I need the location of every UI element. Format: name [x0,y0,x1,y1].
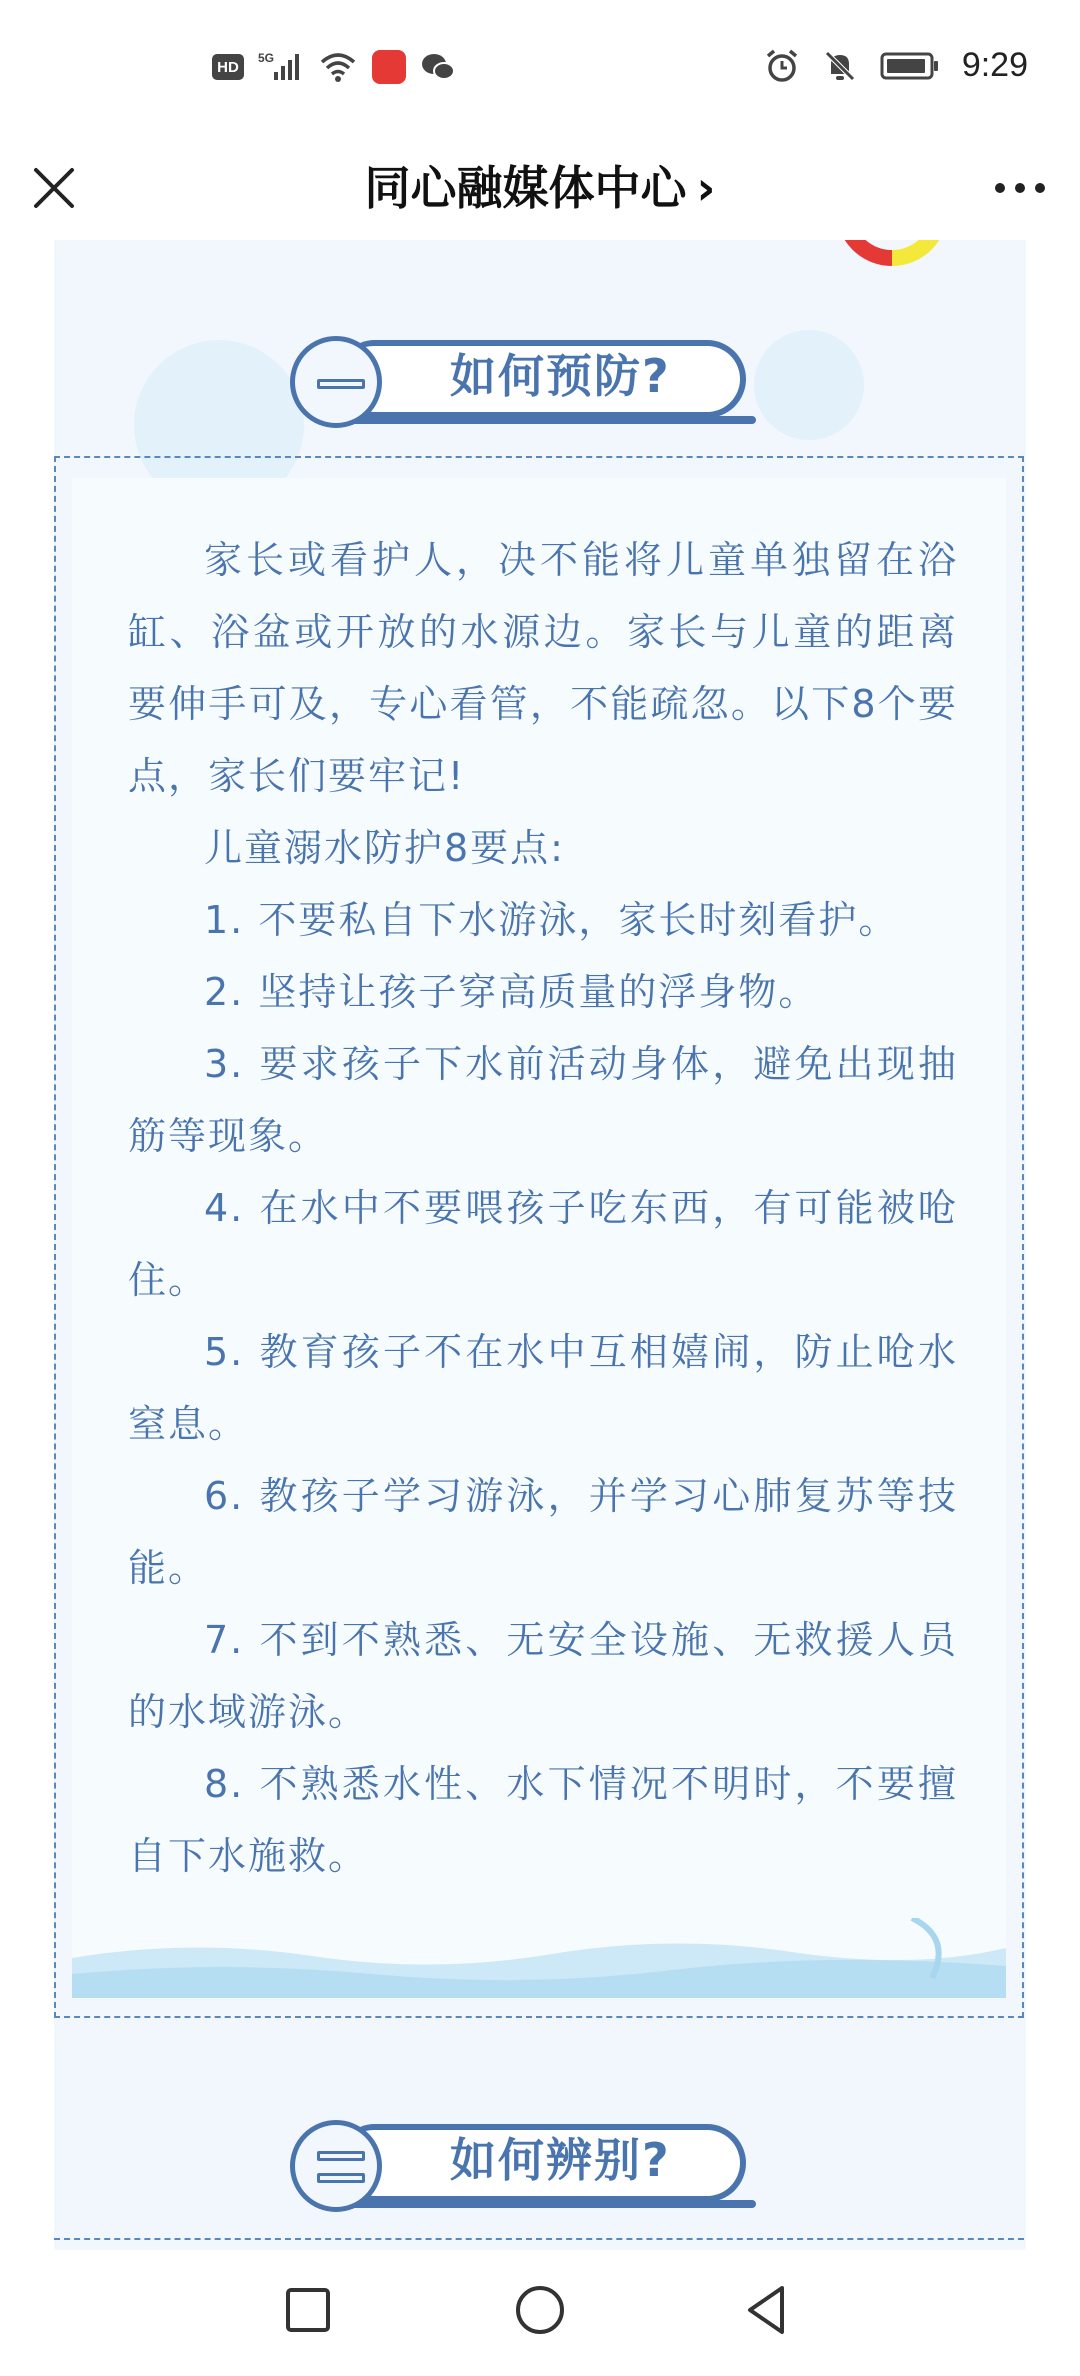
decor-bubble [754,330,864,440]
header-badge-icon [290,336,382,428]
decor-ring [830,240,950,300]
hd-icon: HD [212,54,244,80]
top-nav-bar [0,136,1080,241]
article-paragraph: 3. 要求孩子下水前活动身体，避免出现抽筋等现象。 [128,1042,958,1158]
back-triangle-icon[interactable] [736,2278,800,2342]
next-text-box-edge [54,2238,1024,2250]
more-icon[interactable] [990,156,1050,220]
svg-text:5G: 5G [258,51,275,65]
article-paragraph: 6. 教孩子学习游泳，并学习心肺复苏等技能。 [128,1474,958,1590]
alarm-icon [764,48,800,84]
article-paragraph: 儿童溺水防护8要点: [204,826,565,870]
recent-apps-square-icon[interactable] [276,2278,340,2342]
mute-icon [822,48,858,84]
status-left-icons [212,50,456,84]
article-text-box [54,456,1024,2018]
clock: 9:29 [961,46,1028,84]
section-header-prevention [290,334,760,434]
section-header-identification [290,2118,760,2218]
article-paragraph: 7. 不到不熟悉、无安全设施、无救援人员的水域游泳。 [128,1618,958,1734]
page-title: 同心融媒体中心 [364,161,687,215]
article-text-inner [72,478,1006,1998]
article-paragraph: 4. 在水中不要喂孩子吃东西，有可能被呛住。 [128,1186,958,1302]
home-circle-icon[interactable] [508,2278,572,2342]
chevron-right-icon: › [696,161,716,215]
article-paragraph: 8. 不熟悉水性、水下情况不明时，不要擅自下水施救。 [128,1762,958,1878]
article-content[interactable] [0,240,1080,2250]
system-nav-bar [0,2250,1080,2376]
wechat-icon [420,52,456,82]
wifi-icon [318,50,358,84]
header-bar [317,2173,365,2183]
battery-icon [880,51,940,81]
status-right-icons [764,46,1028,85]
section-title: 如何辨别? [450,2133,671,2187]
paragraph-list [128,524,958,1892]
article-paragraph: 2. 坚持让孩子穿高质量的浮身物。 [204,970,819,1014]
section-title: 如何预防? [450,349,671,403]
header-bar [317,379,365,389]
article-paragraph: 5. 教育孩子不在水中互相嬉闹，防止呛水窒息。 [128,1330,958,1446]
decor-wave [72,1918,1006,1998]
account-title-link[interactable] [0,152,1080,224]
article-paragraph: 家长或看护人，决不能将儿童单独留在浴缸、浴盆或开放的水源边。家长与儿童的距离要伸手可及，专心看管，不能疏忽。以下8个要点，家长们要牢记! [128,538,958,798]
huawei-app-icon [372,50,406,84]
signal-5g-icon [258,50,304,84]
status-bar [0,0,1080,136]
header-bar [317,2151,365,2161]
header-badge-icon [290,2120,382,2212]
article-paragraph: 1. 不要私自下水游泳，家长时刻看护。 [204,898,899,942]
